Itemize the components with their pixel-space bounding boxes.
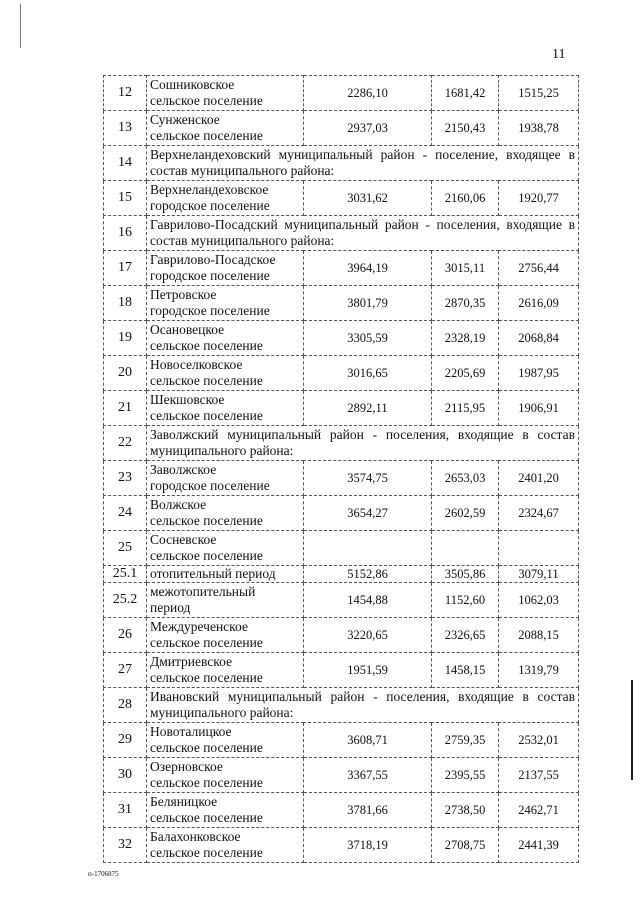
value-col-1: 3964,19 bbox=[304, 251, 432, 286]
settlement-name-line2: сельское поселение bbox=[150, 408, 263, 423]
value-col-1: 3654,27 bbox=[304, 496, 432, 531]
value-col-2: 3505,86 bbox=[432, 566, 499, 583]
settlement-name bbox=[147, 496, 304, 531]
settlement-name-line2: сельское поселение bbox=[150, 635, 263, 650]
settlement-name-line1: Озерновское bbox=[150, 759, 223, 774]
settlement-name-line2: период bbox=[150, 600, 191, 615]
table-row bbox=[104, 531, 579, 566]
table-row bbox=[104, 653, 579, 688]
settlement-name bbox=[147, 531, 304, 566]
value-col-1: 2892,11 bbox=[304, 391, 432, 426]
row-number: 18 bbox=[104, 286, 147, 321]
settlement-name-line2: сельское поселение bbox=[150, 548, 263, 563]
row-number: 20 bbox=[104, 356, 147, 391]
settlement-name-line1: Осановецкое bbox=[150, 322, 225, 337]
table-row bbox=[104, 356, 579, 391]
row-number: 22 bbox=[104, 426, 147, 461]
table-row bbox=[104, 181, 579, 216]
district-header-row bbox=[104, 426, 579, 461]
settlement-name-line2: сельское поселение bbox=[150, 810, 263, 825]
value-col-3: 2324,67 bbox=[499, 496, 579, 531]
settlement-name-line1: Сунженское bbox=[150, 112, 220, 127]
settlement-name bbox=[147, 181, 304, 216]
settlement-name-line2: сельское поселение bbox=[150, 93, 263, 108]
row-number: 16 bbox=[104, 216, 147, 251]
row-number: 32 bbox=[104, 828, 147, 863]
settlement-name-line1: Волжское bbox=[150, 497, 207, 512]
row-number: 14 bbox=[104, 146, 147, 181]
value-col-1: 3781,66 bbox=[304, 793, 432, 828]
row-number: 27 bbox=[104, 653, 147, 688]
settlement-name bbox=[147, 566, 304, 583]
settlement-name bbox=[147, 286, 304, 321]
settlement-name-line2: сельское поселение bbox=[150, 513, 263, 528]
table-row bbox=[104, 286, 579, 321]
settlement-name-line2: сельское поселение bbox=[150, 338, 263, 353]
row-number: 25.2 bbox=[104, 583, 147, 618]
row-number: 15 bbox=[104, 181, 147, 216]
row-number: 24 bbox=[104, 496, 147, 531]
value-col-1: 2937,03 bbox=[304, 111, 432, 146]
value-col-3: 2616,09 bbox=[499, 286, 579, 321]
settlement-name bbox=[147, 618, 304, 653]
settlement-name-line2: городское поселение bbox=[150, 268, 270, 283]
settlement-name-line2: сельское поселение bbox=[150, 775, 263, 790]
row-number: 21 bbox=[104, 391, 147, 426]
table-row bbox=[104, 583, 579, 618]
value-col-2: 2326,65 bbox=[432, 618, 499, 653]
table-row bbox=[104, 321, 579, 356]
settlement-name-line1: Верхнеландеховское bbox=[150, 182, 269, 197]
value-col-1: 3801,79 bbox=[304, 286, 432, 321]
scan-artifact-left bbox=[20, 4, 21, 48]
value-col-3: 3079,11 bbox=[499, 566, 579, 583]
value-col-3: 2137,55 bbox=[499, 758, 579, 793]
value-col-3: 1906,91 bbox=[499, 391, 579, 426]
value-col-3: 2441,39 bbox=[499, 828, 579, 863]
district-header: Гаврилово-Посадский муниципальный район - поселения, входящие в состав муниципального района: bbox=[147, 216, 579, 251]
row-number: 25.1 bbox=[104, 566, 147, 583]
value-col-3: 2532,01 bbox=[499, 723, 579, 758]
settlement-name-line2: сельское поселение bbox=[150, 845, 263, 860]
row-number: 30 bbox=[104, 758, 147, 793]
table-row bbox=[104, 251, 579, 286]
settlement-name bbox=[147, 251, 304, 286]
page-number: 11 bbox=[552, 47, 566, 62]
settlement-name bbox=[147, 111, 304, 146]
value-col-3: 1319,79 bbox=[499, 653, 579, 688]
scan-artifact-right bbox=[631, 680, 633, 780]
value-col-2: 2328,19 bbox=[432, 321, 499, 356]
table-row bbox=[104, 793, 579, 828]
settlement-name-line1: Балахонковское bbox=[150, 829, 241, 844]
value-col-2: 2205,69 bbox=[432, 356, 499, 391]
value-col-1: 3608,71 bbox=[304, 723, 432, 758]
value-col-2: 2870,35 bbox=[432, 286, 499, 321]
value-col-1: 3031,62 bbox=[304, 181, 432, 216]
value-col-1: 2286,10 bbox=[304, 76, 432, 111]
value-col-2: 1681,42 bbox=[432, 76, 499, 111]
tariff-table bbox=[103, 75, 579, 863]
value-col-3: 1920,77 bbox=[499, 181, 579, 216]
settlement-name-line1: Сошниковское bbox=[150, 77, 235, 92]
district-header: Ивановский муниципальный район - поселения, входящие в состав муниципального района: bbox=[147, 688, 579, 723]
settlement-name-line1: Петровское bbox=[150, 287, 217, 302]
district-header-row bbox=[104, 146, 579, 181]
table-row bbox=[104, 618, 579, 653]
settlement-name-line1: Гаврилово-Посадское bbox=[150, 252, 276, 267]
settlement-name bbox=[147, 723, 304, 758]
value-col-2: 2150,43 bbox=[432, 111, 499, 146]
settlement-name-line1: Сосневское bbox=[150, 532, 217, 547]
table-row bbox=[104, 566, 579, 583]
value-col-1: 1951,59 bbox=[304, 653, 432, 688]
settlement-name-line1: Новоталицкое bbox=[150, 724, 232, 739]
table-row bbox=[104, 76, 579, 111]
value-col-3: 1515,25 bbox=[499, 76, 579, 111]
value-col-2: 1152,60 bbox=[432, 583, 499, 618]
district-header-row bbox=[104, 688, 579, 723]
value-col-2: 1458,15 bbox=[432, 653, 499, 688]
value-col-3: 2068,84 bbox=[499, 321, 579, 356]
settlement-name-line1: Шекшовское bbox=[150, 392, 225, 407]
settlement-name-line2: сельское поселение bbox=[150, 128, 263, 143]
settlement-name bbox=[147, 653, 304, 688]
settlement-name bbox=[147, 583, 304, 618]
value-col-2: 2115,95 bbox=[432, 391, 499, 426]
settlement-name bbox=[147, 76, 304, 111]
value-col-1: 3016,65 bbox=[304, 356, 432, 391]
value-col-3: 1987,95 bbox=[499, 356, 579, 391]
value-col-1: 3718,19 bbox=[304, 828, 432, 863]
settlement-name-line2: сельское поселение bbox=[150, 373, 263, 388]
row-number: 25 bbox=[104, 531, 147, 566]
value-col-2: 2160,06 bbox=[432, 181, 499, 216]
value-col-1: 3220,65 bbox=[304, 618, 432, 653]
value-col-2: 2395,55 bbox=[432, 758, 499, 793]
value-col-1 bbox=[304, 531, 432, 566]
settlement-name bbox=[147, 793, 304, 828]
table-row bbox=[104, 496, 579, 531]
row-number: 28 bbox=[104, 688, 147, 723]
settlement-name-line1: межотопительный bbox=[150, 584, 256, 599]
table-row bbox=[104, 723, 579, 758]
row-number: 19 bbox=[104, 321, 147, 356]
value-col-2 bbox=[432, 531, 499, 566]
value-col-3: 2756,44 bbox=[499, 251, 579, 286]
value-col-1: 3574,75 bbox=[304, 461, 432, 496]
table-row bbox=[104, 391, 579, 426]
settlement-name-line2: городское поселение bbox=[150, 303, 270, 318]
row-number: 17 bbox=[104, 251, 147, 286]
settlement-name-line1: Дмитриевское bbox=[150, 654, 233, 669]
value-col-3 bbox=[499, 531, 579, 566]
settlement-name bbox=[147, 758, 304, 793]
table-row bbox=[104, 758, 579, 793]
district-header-row bbox=[104, 216, 579, 251]
settlement-name bbox=[147, 356, 304, 391]
row-number: 13 bbox=[104, 111, 147, 146]
row-number: 12 bbox=[104, 76, 147, 111]
value-col-3: 1938,78 bbox=[499, 111, 579, 146]
value-col-1: 5152,86 bbox=[304, 566, 432, 583]
footer-code: п-1706875 bbox=[88, 870, 119, 878]
district-header: Верхнеландеховский муниципальный район - поселение, входящее в состав муниципального района: bbox=[147, 146, 579, 181]
settlement-name-line1: Заволжское bbox=[150, 462, 217, 477]
settlement-name bbox=[147, 321, 304, 356]
value-col-2: 2738,50 bbox=[432, 793, 499, 828]
value-col-3: 2462,71 bbox=[499, 793, 579, 828]
row-number: 26 bbox=[104, 618, 147, 653]
value-col-2: 3015,11 bbox=[432, 251, 499, 286]
row-number: 31 bbox=[104, 793, 147, 828]
value-col-3: 1062,03 bbox=[499, 583, 579, 618]
row-number: 29 bbox=[104, 723, 147, 758]
value-col-3: 2088,15 bbox=[499, 618, 579, 653]
value-col-3: 2401,20 bbox=[499, 461, 579, 496]
row-number: 23 bbox=[104, 461, 147, 496]
table-row bbox=[104, 461, 579, 496]
settlement-name-line2: сельское поселение bbox=[150, 670, 263, 685]
settlement-name-line1: Междуреченское bbox=[150, 619, 248, 634]
settlement-name-line1: Новоселковское bbox=[150, 357, 243, 372]
settlement-name-line2: сельское поселение bbox=[150, 740, 263, 755]
settlement-name bbox=[147, 461, 304, 496]
settlement-name bbox=[147, 391, 304, 426]
value-col-1: 3305,59 bbox=[304, 321, 432, 356]
value-col-2: 2602,59 bbox=[432, 496, 499, 531]
settlement-name-line1: отопительный период bbox=[150, 566, 276, 581]
settlement-name-line2: городское поселение bbox=[150, 198, 270, 213]
table-row bbox=[104, 828, 579, 863]
settlement-name-line1: Беляницкое bbox=[150, 794, 218, 809]
value-col-1: 3367,55 bbox=[304, 758, 432, 793]
value-col-2: 2708,75 bbox=[432, 828, 499, 863]
district-header: Заволжский муниципальный район - поселения, входящие в состав муниципального района: bbox=[147, 426, 579, 461]
settlement-name-line2: городское поселение bbox=[150, 478, 270, 493]
value-col-2: 2759,35 bbox=[432, 723, 499, 758]
table-row bbox=[104, 111, 579, 146]
value-col-1: 1454,88 bbox=[304, 583, 432, 618]
value-col-2: 2653,03 bbox=[432, 461, 499, 496]
settlement-name bbox=[147, 828, 304, 863]
